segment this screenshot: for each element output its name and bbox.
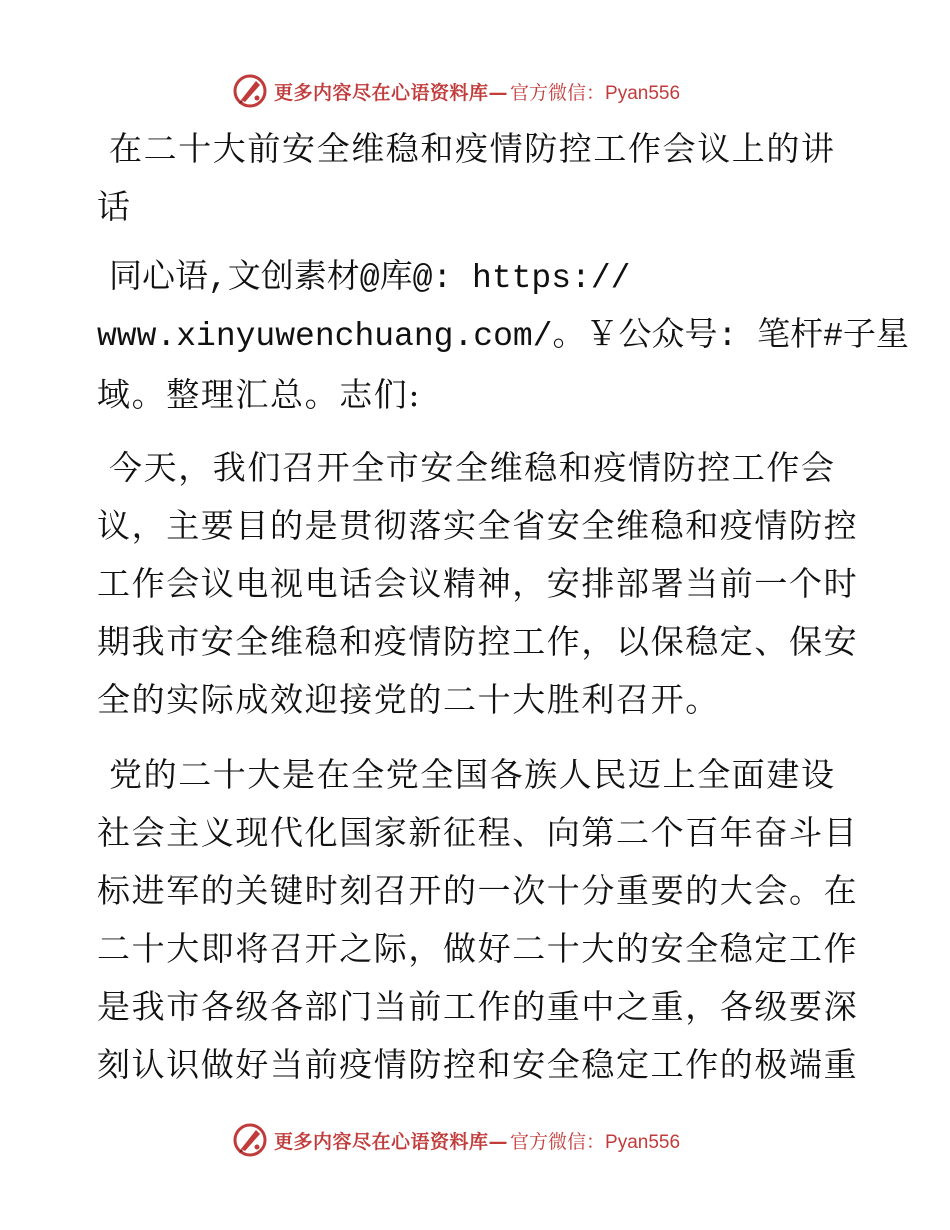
paragraph-line: 全的实际成效迎接党的二十大胜利召开。	[97, 680, 720, 719]
header-banner	[232, 71, 680, 111]
source-line: www.xinyuwenchuang.com/。￥公众号: 笔杆#子星	[97, 318, 909, 355]
source-line: 域。整理汇总。志们:	[97, 375, 422, 414]
paragraph-line: 标进军的关键时刻召开的一次十分重要的大会。在	[97, 871, 859, 910]
title-line: 话	[97, 187, 132, 226]
paragraph-1	[97, 439, 857, 729]
banner-slogan: 更多内容尽在心语资料库—	[274, 1130, 509, 1153]
paragraph-2	[97, 746, 857, 1094]
paragraph-line: 社会主义现代化国家新征程、向第二个百年奋斗目	[97, 813, 859, 852]
paragraph-line: 二十大即将召开之际，做好二十大的安全稳定工作	[97, 929, 859, 968]
banner-contact: 官方微信：Pyan556	[510, 1131, 681, 1153]
paragraph-line: 期我市安全维稳和疫情防控工作，以保稳定、保安	[97, 622, 859, 661]
paragraph-line: 今天，我们召开全市安全维稳和疫情防控工作会	[109, 448, 836, 487]
source-note	[97, 250, 909, 424]
banner-contact: 官方微信：Pyan556	[510, 82, 681, 104]
paragraph-line: 刻认识做好当前疫情防控和安全稳定工作的极端重	[97, 1045, 859, 1084]
document-title	[97, 120, 857, 236]
footer-banner	[232, 1120, 680, 1160]
source-line: 同心语,文创素材@库@: https://	[109, 260, 631, 297]
quill-pen-logo-icon	[232, 1122, 268, 1158]
paragraph-line: 工作会议电视电话会议精神，安排部署当前一个时	[97, 564, 859, 603]
paragraph-line: 党的二十大是在全党全国各族人民迈上全面建设	[109, 755, 836, 794]
paragraph-line: 是我市各级各部门当前工作的重中之重，各级要深	[97, 987, 859, 1026]
title-line: 在二十大前安全维稳和疫情防控工作会议上的讲	[109, 129, 836, 168]
quill-pen-logo-icon	[232, 73, 268, 109]
paragraph-line: 议，主要目的是贯彻落实全省安全维稳和疫情防控	[97, 506, 859, 545]
banner-slogan: 更多内容尽在心语资料库—	[274, 81, 509, 104]
